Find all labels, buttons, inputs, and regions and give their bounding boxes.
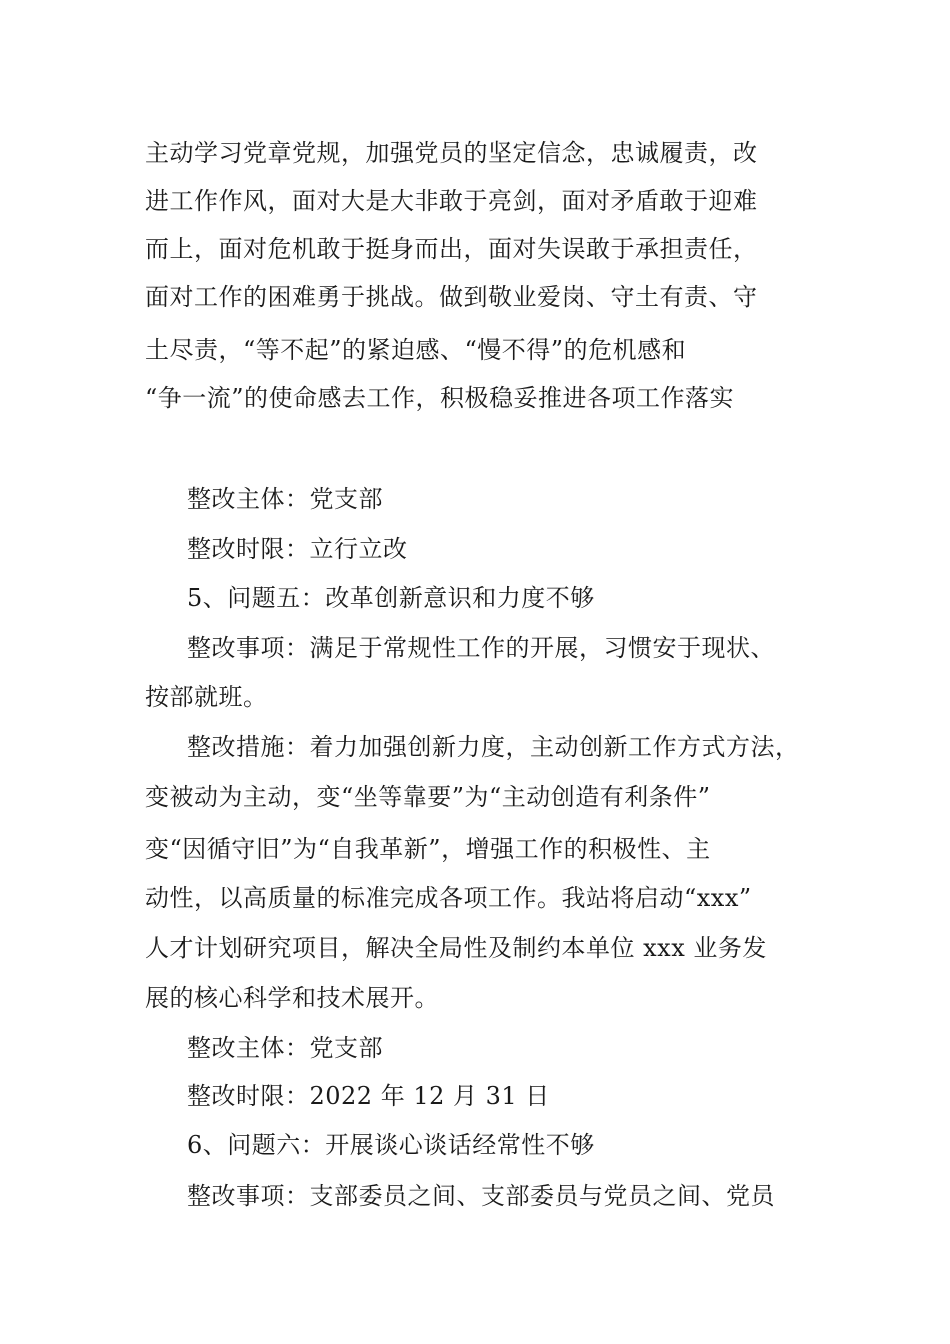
paragraph-line: 整改事项：满足于常规性工作的开展，习惯安于现状、	[187, 634, 775, 662]
problem-six-heading: 6、问题六：开展谈心谈话经常性不够	[187, 1131, 595, 1159]
paragraph-line: 人才计划研究项目，解决全局性及制约本单位 xxx 业务发	[145, 934, 767, 962]
paragraph-line: 整改措施：着力加强创新力度，主动创新工作方式方法，	[187, 733, 800, 761]
paragraph-line: 整改事项：支部委员之间、支部委员与党员之间、党员	[187, 1182, 775, 1210]
paragraph-line: 按部就班。	[145, 683, 268, 711]
paragraph-line: 主动学习党章党规，加强党员的坚定信念，忠诚履责，改	[145, 139, 758, 167]
rectification-subject: 整改主体：党支部	[187, 485, 383, 513]
paragraph-line: 变被动为主动，变“坐等靠要”为“主动创造有利条件”	[145, 783, 711, 811]
rectification-subject: 整改主体：党支部	[187, 1034, 383, 1062]
paragraph-line: “争一流”的使命感去工作，积极稳妥推进各项工作落实	[145, 384, 735, 412]
paragraph-line: 进工作作风，面对大是大非敢于亮剑，面对矛盾敢于迎难	[145, 187, 758, 215]
paragraph-line: 展的核心科学和技术展开。	[145, 984, 439, 1012]
problem-five-heading: 5、问题五：改革创新意识和力度不够	[187, 584, 595, 612]
paragraph-line: 变“因循守旧”为“自我革新”，增强工作的积极性、主	[145, 835, 711, 863]
paragraph-line: 土尽责，“等不起”的紧迫感、“慢不得”的危机感和	[145, 336, 687, 364]
rectification-deadline: 整改时限：2022 年 12 月 31 日	[187, 1082, 550, 1110]
paragraph-line: 动性，以高质量的标准完成各项工作。我站将启动“xxx”	[145, 884, 752, 912]
rectification-deadline: 整改时限：立行立改	[187, 535, 408, 563]
paragraph-line: 面对工作的困难勇于挑战。做到敬业爱岗、守土有责、守	[145, 283, 758, 311]
paragraph-line: 而上，面对危机敢于挺身而出，面对失误敢于承担责任，	[145, 235, 758, 263]
